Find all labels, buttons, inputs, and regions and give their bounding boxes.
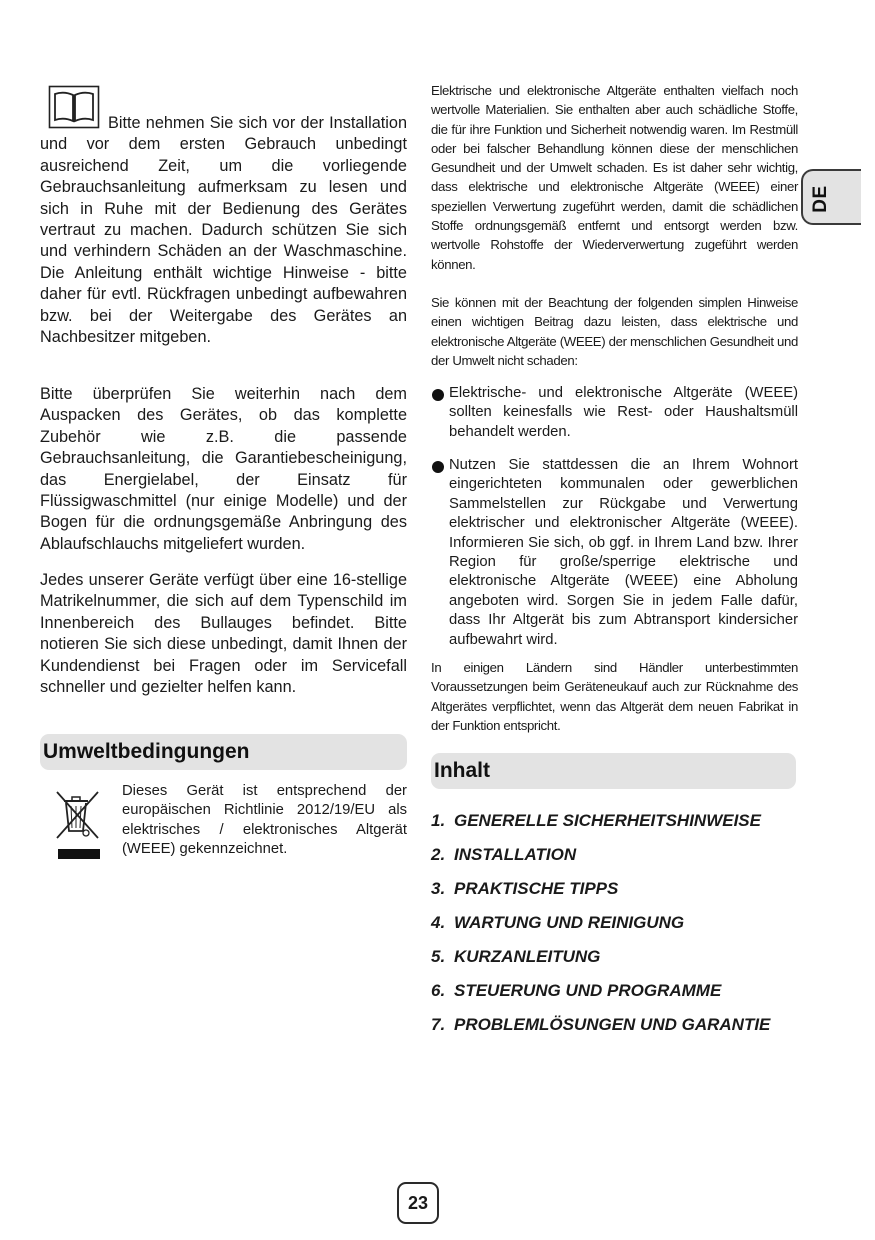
intro-paragraph-1: Bitte nehmen Sie sich vor der Installation und vor dem ersten Gebrauch unbedingt ausreichend Zeit, um die vorliegende Gebrauchsanleitung aufmerksam zu lesen und sich in Ruhe mit der Bedienung des Gerätes vertraut zu machen. Dadurch schützen Sie sich und verhindern Schäden an der Waschmaschine. Die Anleitung enthält wichtige Hinweise - bitte daher für evtl. Rückfragen unbedingt aufbewahren bzw. bei der Weitergabe des Gerätes an Nachbesitzer mitgeben. bbox=[40, 114, 407, 347]
weee-paragraph-1: Elektrische und elektronische Altgeräte enthalten vielfach noch wertvolle Materialien. Sie enthalten aber auch schädliche Stoffe, die für ihre Funktion und Sicherheit notwendig waren. Im Restmüll oder bei falscher Behandlung können diese der menschlichen Gesundheit und der Umwelt schaden. Es ist daher sehr wichtig, dass elektrische und elektronische Altgeräte (WEEE) einer speziellen Verwertung zugeführt werden, damit die schädlichen Stoffe ordnungsgemäß entfernt und entsorgt werden bzw. wertvolle Rohstoffe der Wiederverwertung zugeführt werden können. bbox=[431, 83, 798, 272]
weee-paragraph-2: Sie können mit der Beachtung der folgenden simplen Hinweise einen wichtigen Beitrag dazu leisten, dass elektrische und elektronische Altgeräte (WEEE) der menschlichen Gesundheit und der Umwelt nicht schaden: bbox=[431, 295, 798, 368]
section-heading-umweltbedingungen: Umweltbedingungen bbox=[40, 734, 407, 770]
toc-item[interactable]: 2. INSTALLATION bbox=[431, 845, 577, 864]
section-heading-inhalt: Inhalt bbox=[431, 753, 796, 789]
language-tab-label: DE bbox=[810, 185, 831, 213]
page-number: 23 bbox=[397, 1182, 439, 1224]
bullet-icon bbox=[432, 461, 444, 473]
weee-bullet-2: Nutzen Sie stattdessen die an Ihrem Wohnort eingerichteten kommunalen oder gewerblichen Sammelstellen zur Rückgabe und Verwertung elektrischer und elektronischer Altgeräte (WEEE). Informieren Sie sich, ob ggf. in Ihrem Land bzw. Ihrer Region für große/sperrige elektrische und elektronische Altgeräte (WEEE) eine Abholung angeboten wird. Sorgen Sie in jedem Falle dafür, dass Ihr Altgerät bis zum Abtransport kindersicher aufbewahrt wird. bbox=[431, 456, 798, 650]
toc-item[interactable]: 6. STEUERUNG UND PROGRAMME bbox=[431, 981, 722, 1000]
weee-crossed-bin-icon bbox=[54, 788, 104, 860]
weee-bullet-1: Elektrische- und elektronische Altgeräte (WEEE) sollten keinesfalls wie Rest- oder Haushaltsmüll behandelt werden. bbox=[431, 384, 798, 442]
toc-item[interactable]: 4. WARTUNG UND REINIGUNG bbox=[431, 913, 685, 932]
toc-item[interactable]: 3. PRAKTISCHE TIPPS bbox=[431, 879, 619, 898]
table-of-contents bbox=[431, 808, 798, 1046]
weee-label-text: Dieses Gerät ist entsprechend der europäischen Richtlinie 2012/19/EU als elektrisches / elektronisches Altgerät (WEEE) gekennzeichnet. bbox=[122, 783, 407, 858]
intro-paragraph-3: Jedes unserer Geräte verfügt über eine 16-stellige Matrikelnummer, die sich auf dem Typenschild im Innenbereich des Bullauges befindet. Bitte notieren Sie sich diese unbedingt, damit Ihnen der Kundendienst bei Fragen oder im Servicefall schneller und gezielter helfen kann. bbox=[40, 571, 407, 697]
toc-item[interactable]: 7. PROBLEMLÖSUNGEN UND GARANTIE bbox=[431, 1015, 771, 1034]
intro-paragraph-2: Bitte überprüfen Sie weiterhin nach dem Auspacken des Gerätes, ob das komplette Zubehör wie z.B. die passende Gebrauchsanleitung, die Garantiebescheinigung, das Energielabel, der Einsatz für Flüssigwaschmittel (nur einige Modelle) und der Bogen für die ordnungsgemäße Anbringung des Ablaufschlauchs mitgeliefert wurden. bbox=[40, 385, 407, 553]
weee-paragraph-3: In einigen Ländern sind Händler unterbestimmten Voraussetzungen beim Geräteneukauf auch zur Rücknahme des Altgerätes verpflichtet, wenn das Altgerät dem neuen Fabrikat in der Funktion entspricht. bbox=[431, 660, 798, 733]
bullet-icon bbox=[432, 389, 444, 401]
toc-item[interactable]: 1. GENERELLE SICHERHEITSHINWEISE bbox=[431, 811, 761, 830]
toc-item[interactable]: 5. KURZANLEITUNG bbox=[431, 947, 601, 966]
language-tab bbox=[801, 169, 861, 225]
